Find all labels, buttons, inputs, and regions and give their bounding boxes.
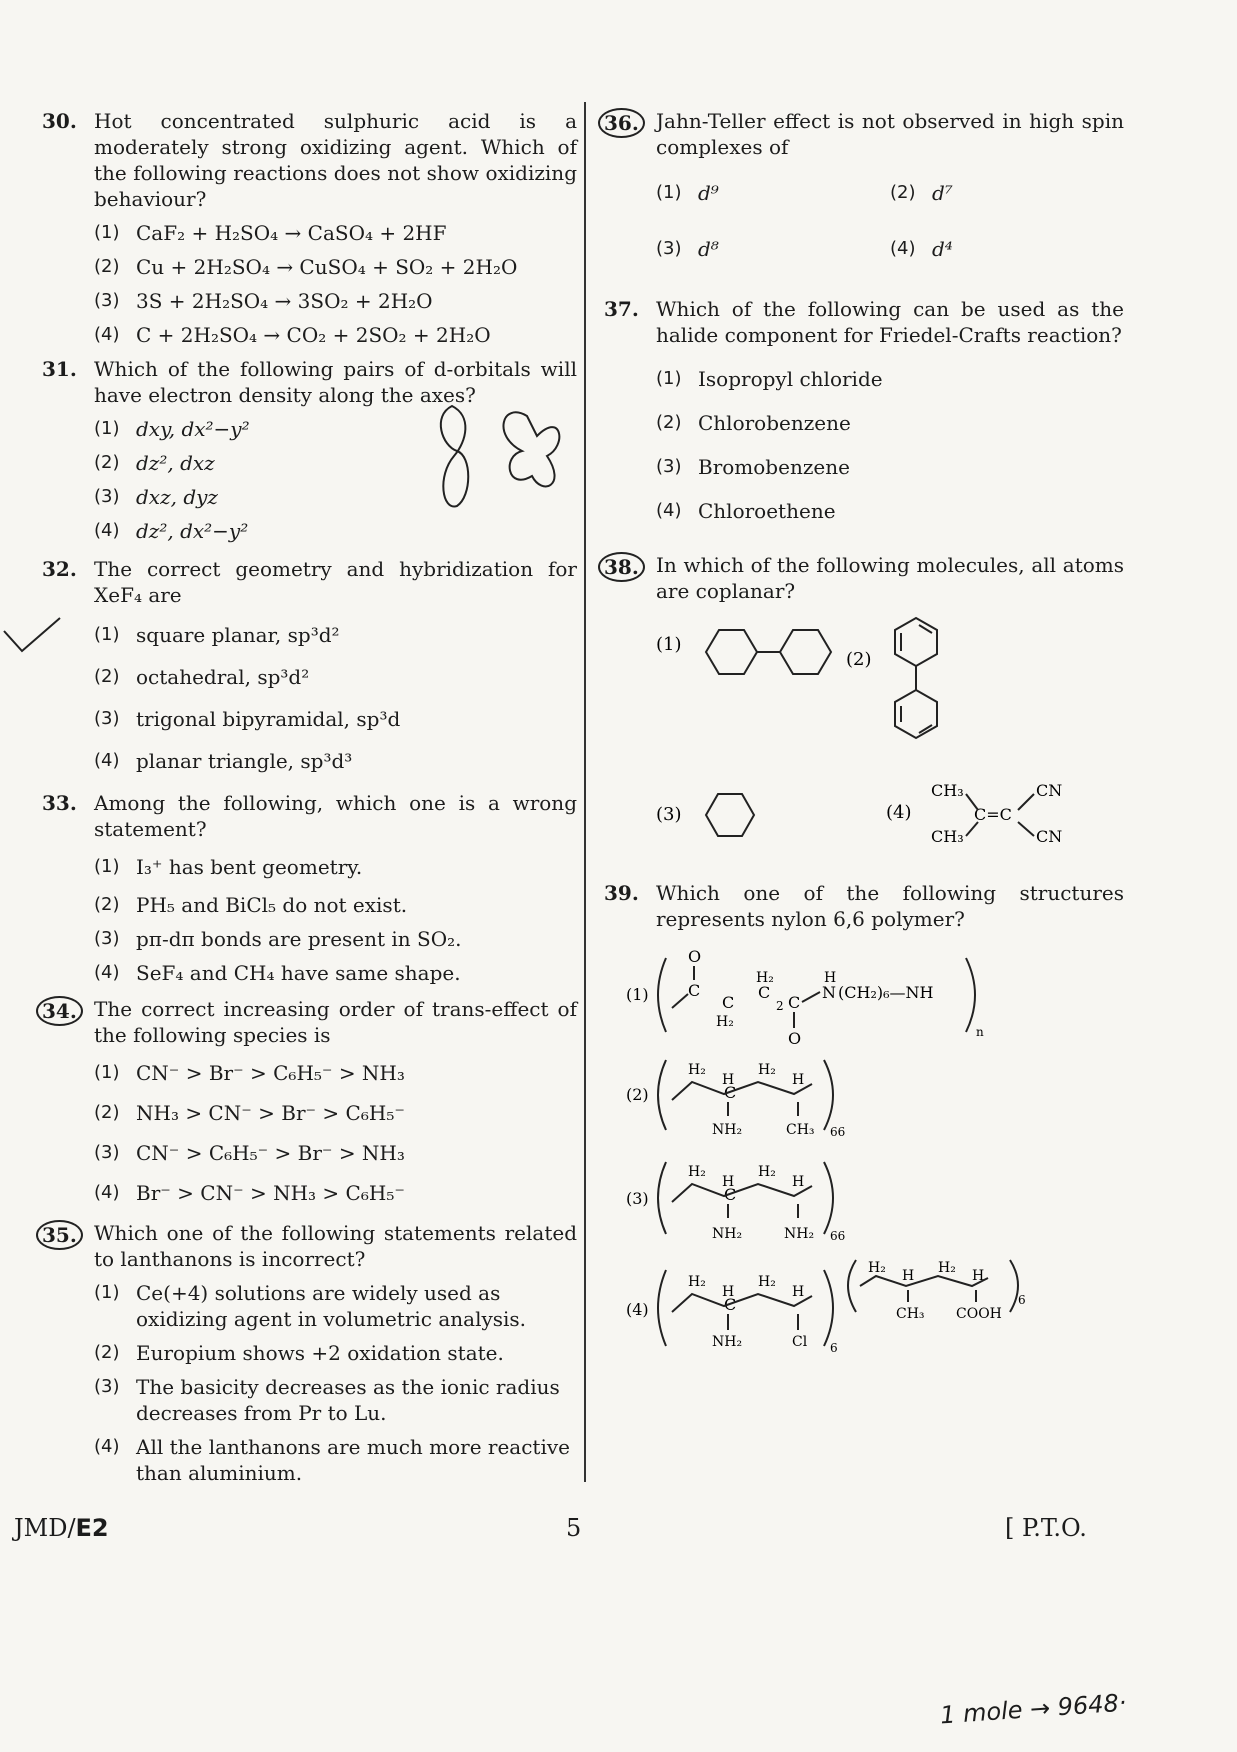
svg-text:H₂: H₂ — [688, 1062, 706, 1078]
handwritten-note: 1 mole → 9648· — [939, 1688, 1128, 1730]
orbital-sketch — [432, 396, 572, 516]
option-label: (3) — [656, 804, 682, 825]
bicyclohexyl-ring-1 — [706, 630, 757, 674]
option[interactable]: (1) Isopropyl chloride — [656, 367, 883, 391]
svg-text:C: C — [788, 993, 801, 1012]
svg-text:66: 66 — [830, 1125, 846, 1139]
svg-text:H₂: H₂ — [688, 1164, 706, 1180]
option[interactable]: (2) Cu + 2H₂SO₄ → CuSO₄ + SO₂ + 2H₂O — [94, 255, 518, 279]
svg-text:NH₂: NH₂ — [784, 1226, 815, 1242]
question-30 — [42, 108, 577, 348]
svg-text:H₂: H₂ — [868, 1260, 886, 1276]
svg-text:(CH₂)₆—NH: (CH₂)₆—NH — [838, 983, 934, 1002]
left-column — [42, 108, 577, 1486]
pto-label: [ P.T.O. — [1005, 1514, 1087, 1542]
option[interactable]: (3) 3S + 2H₂SO₄ → 3SO₂ + 2H₂O — [94, 289, 433, 313]
question-35 — [42, 1220, 577, 1486]
option[interactable]: (1) CaF₂ + H₂SO₄ → CaSO₄ + 2HF — [94, 221, 447, 245]
option[interactable]: (1) square planar, sp³d² — [94, 623, 340, 647]
question-37 — [604, 296, 1124, 524]
question-number: 32. — [42, 557, 77, 581]
option[interactable]: (1) I₃⁺ has bent geometry. — [94, 855, 363, 879]
svg-text:NH₂: NH₂ — [712, 1122, 743, 1138]
svg-text:6: 6 — [1018, 1293, 1026, 1307]
polymer-structures — [606, 940, 1076, 1360]
option[interactable]: (3) Bromobenzene — [656, 455, 850, 479]
svg-text:N: N — [822, 983, 836, 1002]
check-mark-icon — [2, 616, 62, 656]
option[interactable]: (2) NH₃ > CN⁻ > Br⁻ > C₆H₅⁻ — [94, 1101, 405, 1125]
page-number: 5 — [566, 1514, 582, 1542]
question-number: 35. — [36, 1220, 83, 1250]
question-33 — [42, 790, 577, 986]
question-text: Which one of the following structures represents nylon 6,6 polymer? — [656, 881, 1124, 931]
chem-label: C=C — [974, 805, 1012, 824]
svg-text:6: 6 — [830, 1341, 838, 1355]
question-text: Hot concentrated sulphuric acid is a moderately strong oxidizing agent. Which of the following reactions does not show oxidizing behaviour? — [94, 109, 577, 211]
option[interactable]: (3) CN⁻ > C₆H₅⁻ > Br⁻ > NH₃ — [94, 1141, 405, 1165]
right-column — [604, 108, 1124, 1366]
chem-label: CN — [1036, 827, 1063, 846]
option-label: (1) — [656, 634, 682, 655]
question-text: Among the following, which one is a wrong statement? — [94, 791, 577, 841]
question-number: 37. — [604, 297, 639, 321]
option[interactable]: (4) Br⁻ > CN⁻ > NH₃ > C₆H₅⁻ — [94, 1181, 405, 1205]
svg-text:H: H — [792, 1072, 805, 1088]
svg-text:C: C — [724, 1083, 737, 1102]
option[interactable]: (4) Chloroethene — [656, 499, 836, 523]
svg-text:H: H — [792, 1174, 805, 1190]
option-label: (2) — [626, 1085, 649, 1104]
question-number: 38. — [598, 552, 645, 582]
svg-text:CH₃: CH₃ — [786, 1122, 815, 1138]
svg-text:H: H — [792, 1284, 805, 1300]
svg-text:H₂: H₂ — [688, 1274, 706, 1290]
question-38 — [604, 552, 1124, 866]
option-label: (4) — [626, 1300, 649, 1319]
chem-label: CN — [1036, 781, 1063, 800]
option[interactable]: (4) C + 2H₂SO₄ → CO₂ + 2SO₂ + 2H₂O — [94, 323, 491, 347]
option[interactable]: (3) dxz, dyz — [94, 485, 218, 509]
option[interactable]: (3) The basicity decreases as the ionic radius decreases from Pr to Lu. — [94, 1375, 560, 1425]
svg-text:H: H — [824, 970, 837, 986]
svg-text:H₂: H₂ — [716, 1014, 734, 1030]
option[interactable]: (2) PH₅ and BiCl₅ do not exist. — [94, 893, 408, 917]
option[interactable]: (4) SeF₄ and CH₄ have same shape. — [94, 961, 461, 985]
svg-text:NH₂: NH₂ — [712, 1226, 743, 1242]
question-text: In which of the following molecules, all atoms are coplanar? — [656, 553, 1124, 603]
question-number: 31. — [42, 357, 77, 381]
question-31 — [42, 356, 577, 544]
option[interactable]: (1) d⁹ — [656, 181, 719, 205]
option[interactable]: (2) dz², dxz — [94, 451, 215, 475]
svg-text:H: H — [722, 1072, 735, 1088]
svg-text:H: H — [722, 1174, 735, 1190]
question-36 — [604, 108, 1124, 262]
svg-text:H: H — [722, 1284, 735, 1300]
question-39 — [604, 880, 1124, 1366]
question-text: Which one of the following statements related to lanthanons is incorrect? — [94, 1221, 577, 1271]
option[interactable]: (4) d⁴ — [890, 237, 953, 261]
question-text: The correct increasing order of trans-effect of the following species is — [94, 997, 577, 1047]
svg-text:C: C — [758, 983, 771, 1002]
option-label: (2) — [846, 649, 872, 670]
svg-text:2: 2 — [776, 999, 784, 1013]
svg-text:n: n — [976, 1025, 984, 1039]
bicyclohexyl-ring-2 — [780, 630, 831, 674]
option[interactable]: (4) dz², dx²−y² — [94, 519, 249, 543]
option[interactable]: (2) d⁷ — [890, 181, 953, 205]
svg-text:C: C — [722, 993, 735, 1012]
column-divider — [584, 102, 586, 1482]
svg-text:C: C — [688, 981, 701, 1000]
question-number: 39. — [604, 881, 639, 905]
option[interactable]: (2) octahedral, sp³d² — [94, 665, 310, 689]
cyclohexane-ring — [706, 794, 754, 836]
svg-text:NH₂: NH₂ — [712, 1334, 743, 1350]
option-label: (4) — [886, 802, 912, 823]
question-text: Which of the following pairs of d-orbitals will have electron density along the axes? — [94, 357, 577, 407]
paper-code: JMD/E2 — [14, 1514, 109, 1542]
molecule-options — [656, 610, 1116, 860]
option-row — [656, 172, 1124, 206]
question-number: 34. — [36, 996, 83, 1026]
option-row — [656, 228, 1124, 262]
question-32 — [42, 556, 577, 774]
svg-text:O: O — [788, 1029, 802, 1048]
question-number: 30. — [42, 109, 77, 133]
svg-text:Cl: Cl — [792, 1334, 808, 1350]
svg-text:H: H — [972, 1268, 985, 1284]
svg-text:H₂: H₂ — [938, 1260, 956, 1276]
question-number: 33. — [42, 791, 77, 815]
svg-text:C: C — [724, 1295, 737, 1314]
svg-text:66: 66 — [830, 1229, 846, 1243]
svg-text:H₂: H₂ — [756, 970, 774, 986]
svg-text:H₂: H₂ — [758, 1062, 776, 1078]
option[interactable]: (4) planar triangle, sp³d³ — [94, 749, 353, 773]
svg-text:COOH: COOH — [956, 1306, 1002, 1322]
option[interactable]: (3) pπ-dπ bonds are present in SO₂. — [94, 927, 462, 951]
option[interactable]: (2) Europium shows +2 oxidation state. — [94, 1341, 504, 1365]
option[interactable]: (3) d⁸ — [656, 237, 719, 261]
option-label: (1) — [626, 985, 649, 1004]
option[interactable]: (4) All the lanthanons are much more reactive than aluminium. — [94, 1435, 570, 1485]
question-text: The correct geometry and hybridization for XeF₄ are — [94, 557, 577, 607]
svg-text:H₂: H₂ — [758, 1274, 776, 1290]
option[interactable]: (1) CN⁻ > Br⁻ > C₆H₅⁻ > NH₃ — [94, 1061, 405, 1085]
option[interactable]: (1) dxy, dx²−y² — [94, 417, 250, 441]
svg-text:CH₃: CH₃ — [896, 1306, 925, 1322]
option[interactable]: (3) trigonal bipyramidal, sp³d — [94, 707, 401, 731]
option-label: (3) — [626, 1189, 649, 1208]
svg-text:C: C — [724, 1185, 737, 1204]
option[interactable]: (2) Chlorobenzene — [656, 411, 851, 435]
chem-label: CH₃ — [931, 827, 964, 846]
svg-text:H: H — [902, 1268, 915, 1284]
svg-text:O: O — [688, 947, 702, 966]
question-34 — [42, 996, 577, 1206]
svg-text:H₂: H₂ — [758, 1164, 776, 1180]
option[interactable]: (1) Ce(+4) solutions are widely used as oxidizing agent in volumetric analysis. — [94, 1281, 527, 1331]
question-text: Which of the following can be used as the halide component for Friedel-Crafts reaction? — [656, 297, 1124, 347]
chem-label: CH₃ — [931, 781, 964, 800]
question-text: Jahn-Teller effect is not observed in high spin complexes of — [656, 109, 1124, 159]
question-number: 36. — [598, 108, 645, 138]
